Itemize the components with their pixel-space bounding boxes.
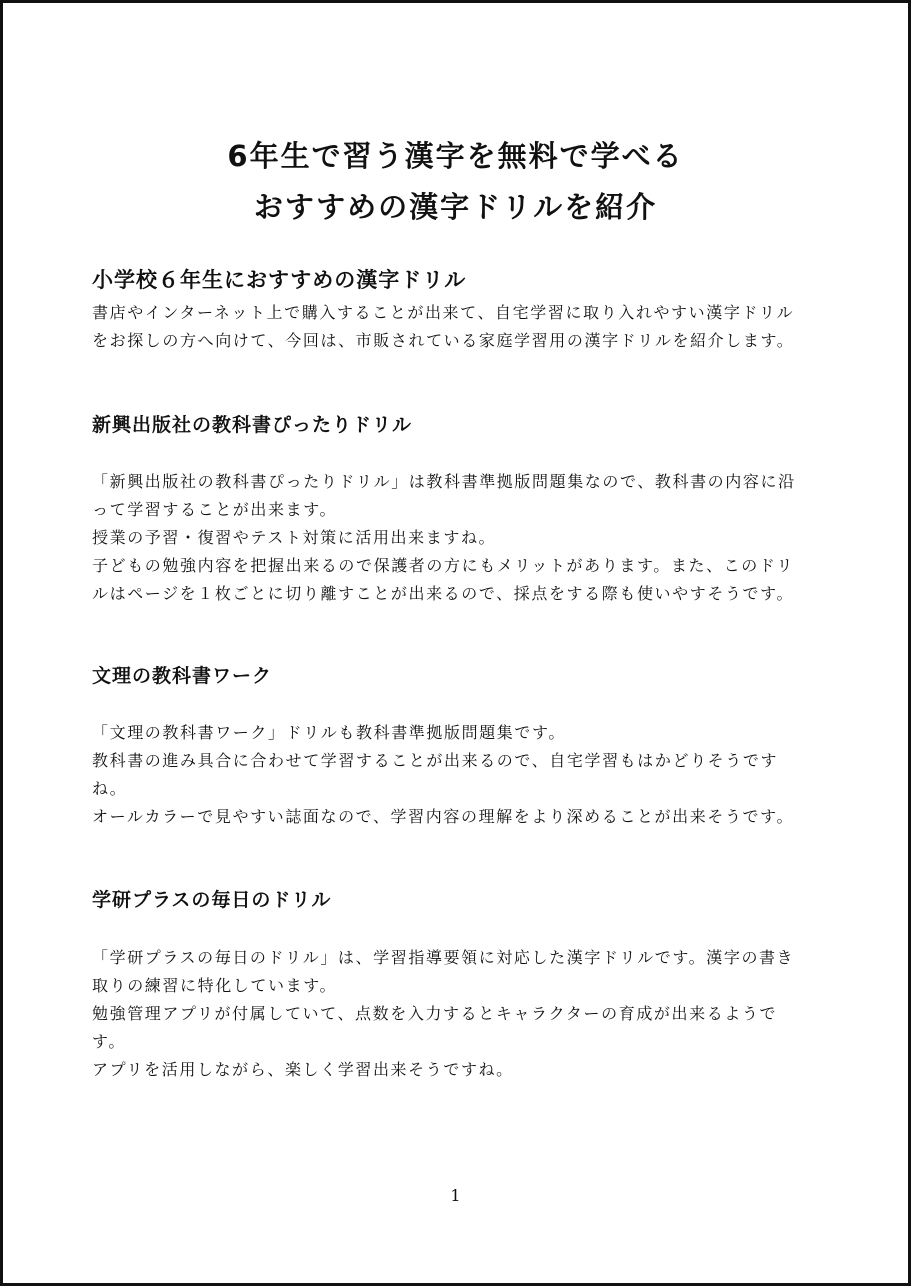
page-number: 1 <box>450 1186 461 1205</box>
body-line: 「文理の教科書ワーク」ドリルも教科書準拠版問題集です。 <box>92 723 566 742</box>
section-body-shinko <box>92 468 832 608</box>
body-line: 「新興出版社の教科書ぴったりドリル」は教科書準拠版問題集なので、教科書の内容に沿 <box>92 472 796 491</box>
body-line: す。 <box>92 1032 126 1051</box>
body-line: アプリを活用しながら、楽しく学習出来そうですね。 <box>92 1060 514 1079</box>
section-body-gakken <box>92 944 832 1084</box>
body-line: 子どもの勉強内容を把握出来るので保護者の方にもメリットがあります。また、このドリ <box>92 556 795 575</box>
section-body-intro <box>92 299 832 355</box>
section-heading-intro: 小学校６年生におすすめの漢字ドリル <box>92 268 467 292</box>
body-line: 「学研プラスの毎日のドリル」は、学習指導要領に対応した漢字ドリルです。漢字の書き <box>92 948 795 967</box>
title-line-1: 6年生で習う漢字を無料で学べる <box>227 139 684 173</box>
body-line: って学習することが出来ます。 <box>92 500 338 519</box>
section-heading-gakken: 学研プラスの毎日のドリル <box>92 889 332 911</box>
body-line: 勉強管理アプリが付属していて、点数を入力するとキャラクターの育成が出来るようで <box>92 1004 778 1023</box>
body-line: 教科書の進み具合に合わせて学習することが出来るので、自宅学習もはかどりそうです <box>92 751 779 770</box>
title-line-2: おすすめの漢字ドリルを紹介 <box>253 190 658 224</box>
section-body-bunri <box>92 719 832 831</box>
body-line: ね。 <box>92 779 128 798</box>
section-heading-shinko: 新興出版社の教科書ぴったりドリル <box>92 414 413 436</box>
section-heading-bunri: 文理の教科書ワーク <box>92 665 273 687</box>
body-line: ルはページを１枚ごとに切り離すことが出来るので、採点をする際も使いやすそうです。 <box>92 584 795 603</box>
body-line: をお探しの方へ向けて、今回は、市販されている家庭学習用の漢字ドリルを紹介します。 <box>92 331 795 350</box>
body-line: 書店やインターネット上で購入することが出来て、自宅学習に取り入れやすい漢字ドリル <box>92 303 795 322</box>
body-line: オールカラーで見やすい誌面なので、学習内容の理解をより深めることが出来そうです。 <box>92 807 795 826</box>
body-line: 授業の予習・復習やテスト対策に活用出来ますね。 <box>92 528 497 547</box>
document-title <box>3 131 908 233</box>
body-line: 取りの練習に特化しています。 <box>92 976 338 995</box>
